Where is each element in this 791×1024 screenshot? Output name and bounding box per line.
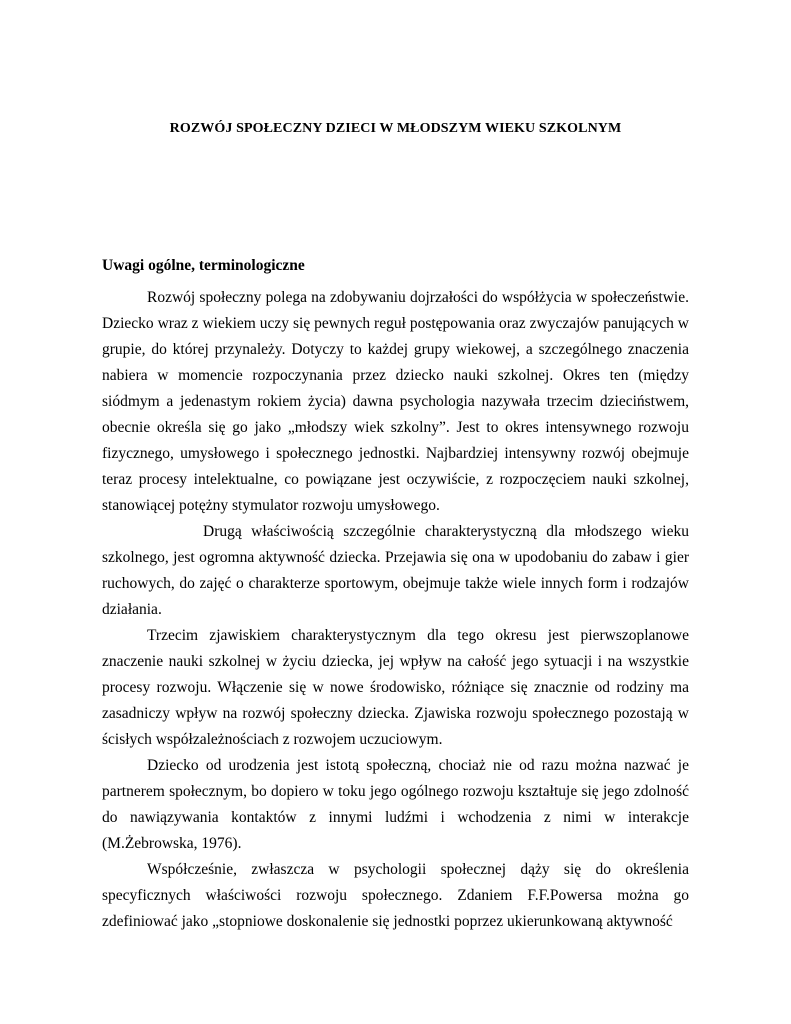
page-title: ROZWÓJ SPOŁECZNY DZIECI W MŁODSZYM WIEKU SZKOLNYM [169,121,622,136]
paragraph: Współcześnie, zwłaszcza w psychologii społecznej dąży się do określenia specyficznych właściwości rozwoju społecznego. Zdaniem F.F.Powersa można go zdefiniować jako „stopniowe doskonalenie się jednostki poprzez ukierunkowaną aktywność [102,861,689,930]
paragraph: Drugą właściwością szczególnie charakterystyczną dla młodszego wieku szkolnego, jest ogromna aktywność dziecka. Przejawia się ona w upodobaniu do zabaw i gier ruchowych, do zajęć o charakterze sportowym, obejmuje także wiele innych form i rodzajów działania. [102,523,689,618]
paragraph: Rozwój społeczny polega na zdobywaniu dojrzałości do współżycia w społeczeństwie. Dziecko wraz z wiekiem uczy się pewnych reguł postępowania oraz zwyczajów panujących w grupie, do której przynależy. Dotyczy to każdej grupy wiekowej, a szczególnego znaczenia nabiera w momencie rozpoczynania przez dziecko nauki szkolnej. Okres ten (między siódmym a jedenastym rokiem życia) dawna psychologia nazywała trzecim dzieciństwem, obecnie określa się go jako „młodszy wiek szkolny”. Jest to okres intensywnego rozwoju fizycznego, umysłowego i społecznego jednostki. Najbardziej intensywny rozwój obejmuje teraz procesy intelektualne, co powiązane jest oczywiście, z rozpoczęciem nauki szkolnej, stanowiącej potężny stymulator rozwoju umysłowego. [102,289,689,514]
paragraph: Trzecim zjawiskiem charakterystycznym dla tego okresu jest pierwszoplanowe znaczenie nauki szkolnej w życiu dziecka, jej wpływ na całość jego sytuacji i na wszystkie procesy rozwoju. Włączenie się w nowe środowisko, różniące się znacznie od rodziny ma zasadniczy wpływ na rozwój społeczny dziecka. Zjawiska rozwoju społecznego pozostają w ścisłych współzależnościach z rozwojem uczuciowym. [102,627,689,748]
section-heading: Uwagi ogólne, terminologiczne [102,257,305,274]
body-text [102,285,689,935]
paragraph: Dziecko od urodzenia jest istotą społeczną, chociaż nie od razu można nazwać je partnerem społecznym, bo dopiero w toku jego ogólnego rozwoju kształtuje się jego zdolność do nawiązywania kontaktów z innymi ludźmi i wchodzenia z nimi w interakcje (M.Żebrowska, 1976). [102,757,689,852]
